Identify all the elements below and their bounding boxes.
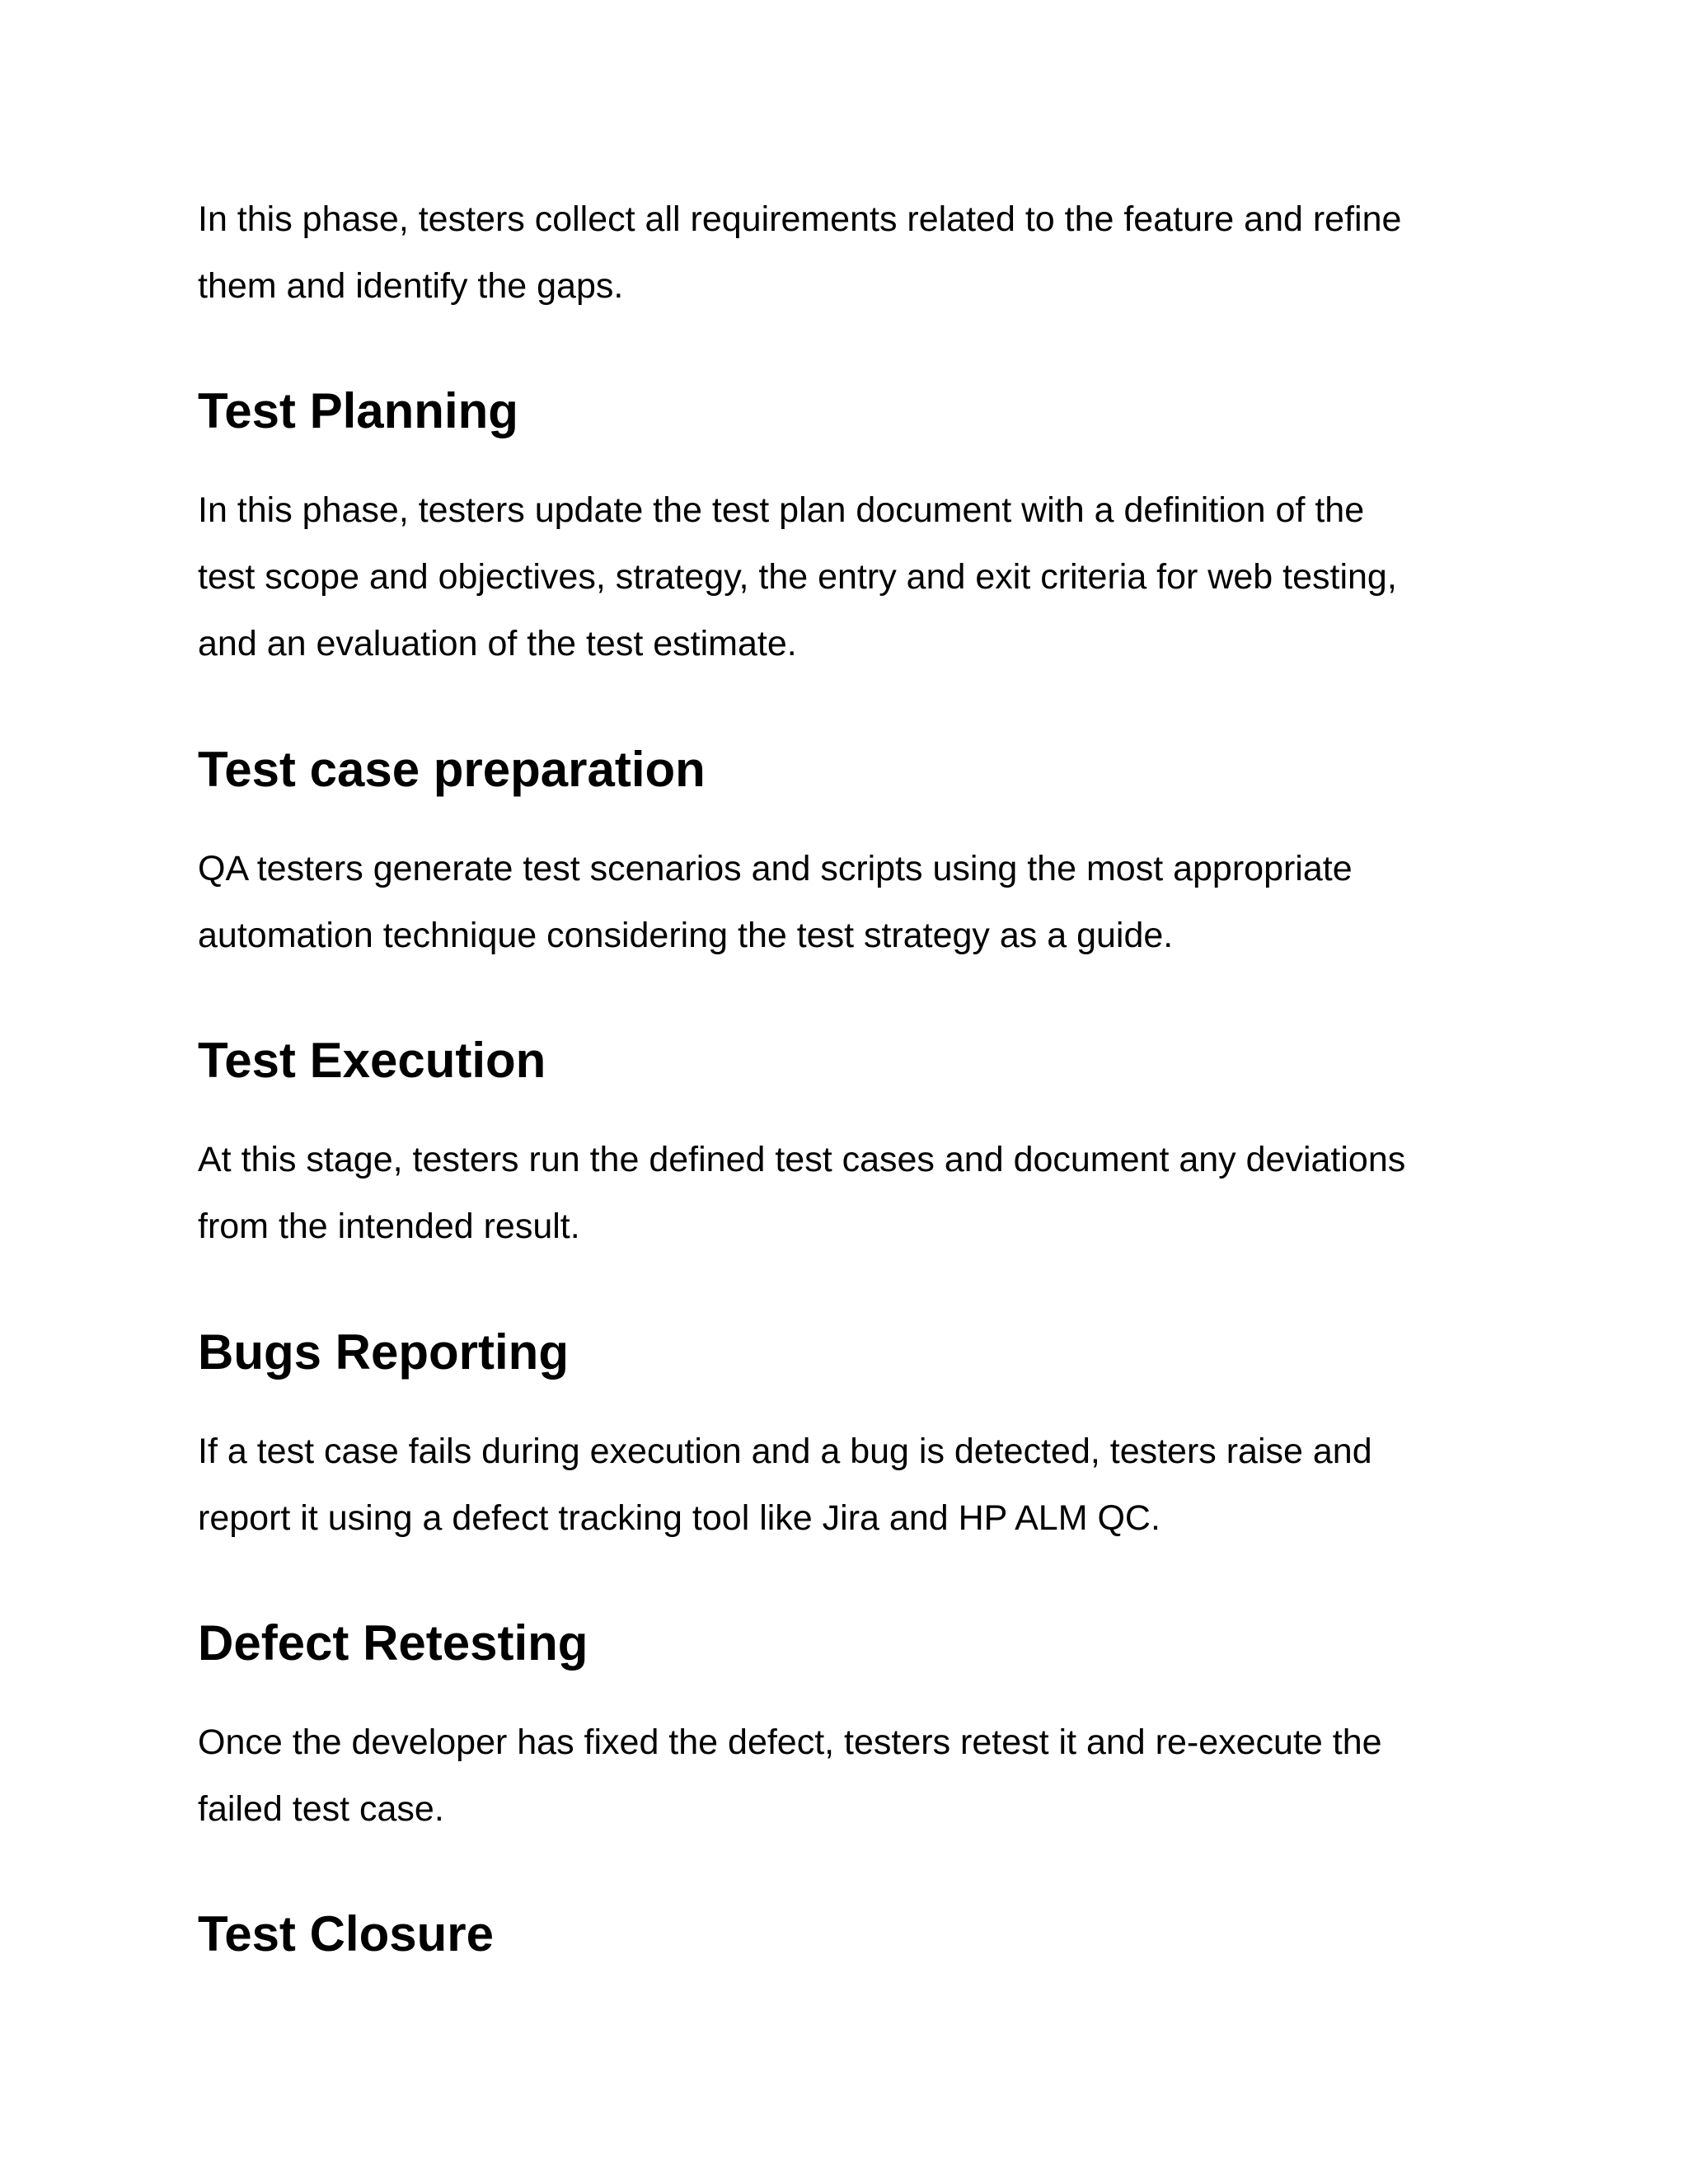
paragraph-line: automation technique considering the test strategy as a guide. <box>198 916 1174 955</box>
paragraph-line: test scope and objectives, strategy, the entry and exit criteria for web testing, <box>198 557 1397 597</box>
paragraph-line: If a test case fails during execution and a bug is detected, testers raise and <box>198 1432 1372 1471</box>
section-paragraph-defect-retesting <box>198 1709 1500 1843</box>
paragraph-line: In this phase, testers update the test plan document with a definition of the <box>198 490 1365 530</box>
paragraph-line: report it using a defect tracking tool like Jira and HP ALM QC. <box>198 1498 1160 1538</box>
section-heading-test-case-preparation: Test case preparation <box>198 742 706 797</box>
paragraph-line: from the intended result. <box>198 1207 580 1246</box>
paragraph-line: them and identify the gaps. <box>198 266 624 306</box>
paragraph-line: At this stage, testers run the defined test cases and document any deviations <box>198 1140 1406 1179</box>
paragraph-line: In this phase, testers collect all requirements related to the feature and refine <box>198 199 1402 239</box>
section-paragraph-test-case-preparation <box>198 836 1500 969</box>
section-heading-test-closure: Test Closure <box>198 1906 494 1961</box>
paragraph-line: Once the developer has fixed the defect, testers retest it and re-execute the <box>198 1722 1382 1762</box>
section-paragraph-test-execution <box>198 1127 1500 1260</box>
section-heading-defect-retesting: Defect Retesting <box>198 1615 588 1671</box>
paragraph-line: failed test case. <box>198 1789 444 1829</box>
section-heading-test-planning: Test Planning <box>198 383 518 438</box>
section-paragraph-bugs-reporting <box>198 1418 1500 1552</box>
section-paragraph-test-planning <box>198 477 1500 677</box>
section-heading-bugs-reporting: Bugs Reporting <box>198 1324 569 1380</box>
paragraph-line: and an evaluation of the test estimate. <box>198 624 797 663</box>
section-heading-test-execution: Test Execution <box>198 1033 546 1088</box>
intro-paragraph <box>198 186 1500 320</box>
paragraph-line: QA testers generate test scenarios and scripts using the most appropriate <box>198 849 1353 888</box>
